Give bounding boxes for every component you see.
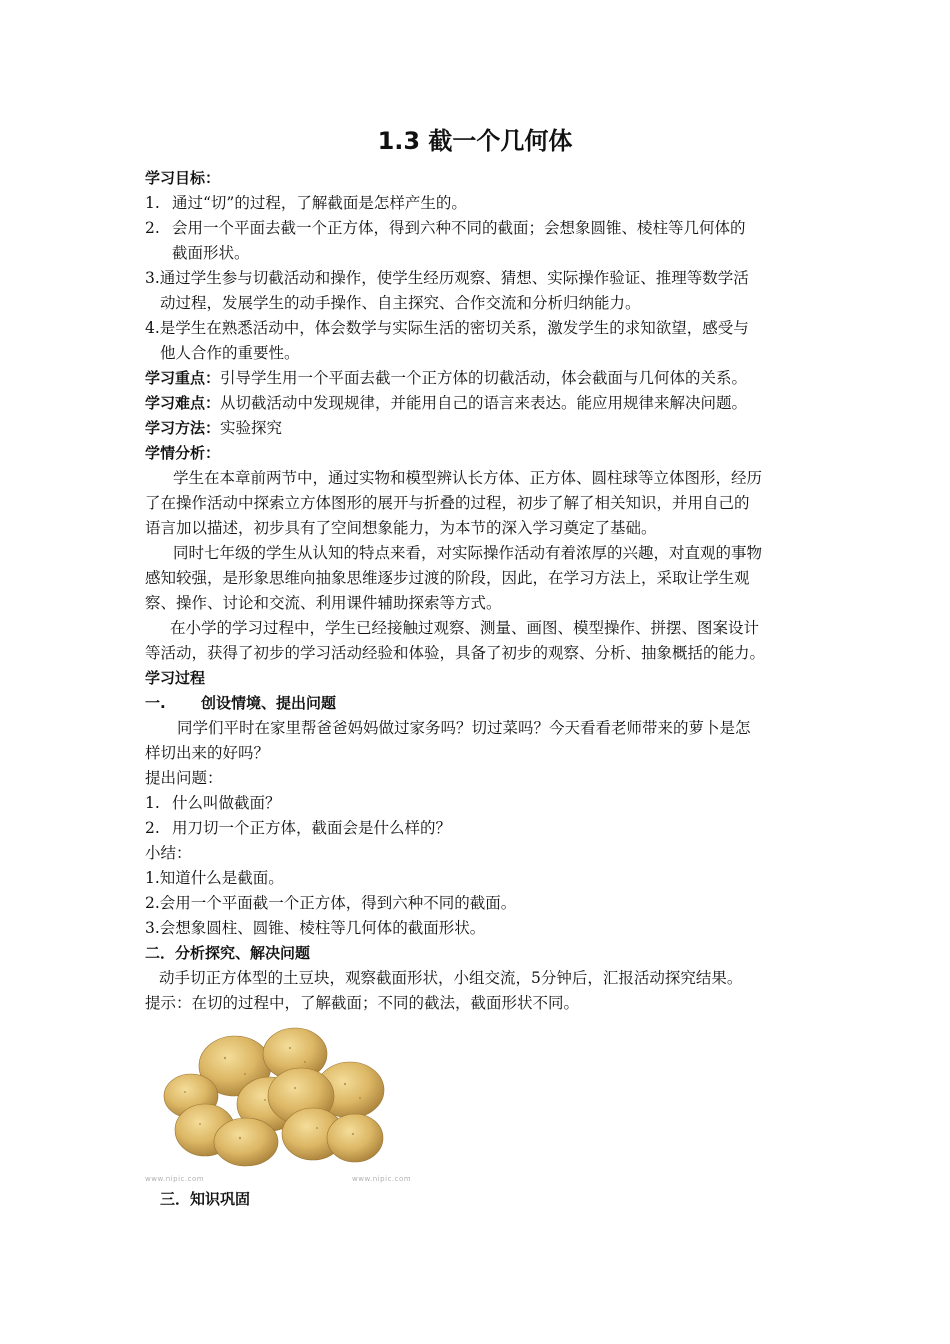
analysis-p1-line2: 了在操作活动中探索立方体图形的展开与折叠的过程，初步了解了相关知识，并用自己的: [145, 494, 750, 512]
objective-3-line2: 动过程，发展学生的动手操作、自主探究、合作交流和分析归纳能力。: [160, 294, 641, 312]
section-2-text: 动手切正方体型的土豆块，观察截面形状，小组交流，5分钟后，汇报活动探究结果。: [159, 969, 743, 987]
analysis-p2-line3: 察、操作、讨论和交流、利用课件辅助探索等方式。: [145, 594, 502, 612]
summary-label: 小结：: [145, 844, 192, 862]
section-3-heading: 三．知识巩固: [160, 1190, 251, 1208]
objective-2-line2: 截面形状。: [172, 244, 250, 262]
objective-4-line2: 他人合作的重要性。: [160, 344, 300, 362]
objective-1-num: 1.: [145, 194, 160, 212]
objectives-heading: 学习目标：: [145, 169, 221, 187]
section-1-num: 一.: [145, 694, 166, 712]
analysis-p3-line2: 等活动，获得了初步的学习活动经验和体验，具备了初步的观察、分析、抽象概括的能力。: [145, 644, 766, 662]
section-1-title: 创设情境、提出问题: [201, 694, 337, 712]
objective-2-line1: 会用一个平面去截一个正方体，得到六种不同的截面；会想象圆锥、棱柱等几何体的: [172, 219, 746, 237]
summary-3: 3.会想象圆柱、圆锥、棱柱等几何体的截面形状。: [145, 919, 486, 937]
analysis-p1-line3: 语言加以描述，初步具有了空间想象能力，为本节的深入学习奠定了基础。: [145, 519, 657, 537]
method: [145, 416, 815, 441]
method-label: 学习方法：: [145, 419, 221, 437]
difficulty: [145, 391, 815, 416]
analysis-p1-line1: 学生在本章前两节中，通过实物和模型辨认长方体、正方体、圆柱球等立体图形，经历: [173, 469, 763, 487]
watermark-right: www.nipic.com: [352, 1175, 412, 1183]
question-2: [145, 816, 815, 841]
analysis-p2-line2: 感知较强，是形象思维向抽象思维逐步过渡的阶段，因此，在学习方法上，采取让学生观: [145, 569, 750, 587]
section-2-hint: 提示：在切的过程中，了解截面；不同的截法，截面形状不同。: [145, 994, 580, 1012]
difficulty-label: 学习难点：: [145, 394, 221, 412]
process-heading: 学习过程: [145, 669, 206, 687]
analysis-p2-line1: 同时七年级的学生从认知的特点来看，对实际操作活动有着浓厚的兴趣，对直观的事物: [173, 544, 763, 562]
section-2-heading: 二．分析探究、解决问题: [145, 944, 311, 962]
section-1-heading: [145, 691, 815, 716]
analysis-p3-line1: 在小学的学习过程中，学生已经接触过观察、测量、画图、模型操作、拼摆、图案设计: [170, 619, 760, 637]
page-title: 1.3 截一个几何体: [377, 127, 573, 155]
question-1-text: 什么叫做截面？: [172, 794, 281, 812]
question-2-num: 2.: [145, 819, 160, 837]
analysis-heading: 学情分析：: [145, 444, 221, 462]
summary-2: 2.会用一个平面截一个正方体，得到六种不同的截面。: [145, 894, 517, 912]
section-1-intro-line1: 同学们平时在家里帮爸爸妈妈做过家务吗？切过菜吗？今天看看老师带来的萝卜是怎: [177, 719, 751, 737]
objective-3-line1: 3.通过学生参与切截活动和操作，使学生经历观察、猜想、实际操作验证、推理等数学活: [145, 269, 749, 287]
objective-1-text: 通过“切”的过程，了解截面是怎样产生的。: [172, 194, 467, 212]
question-2-text: 用刀切一个正方体，截面会是什么样的？: [172, 819, 452, 837]
question-1-num: 1.: [145, 794, 160, 812]
key-point-label: 学习重点：: [145, 369, 221, 387]
key-point: [145, 366, 815, 391]
potatoes-image: [145, 1018, 407, 1188]
objective-4-line1: 4.是学生在熟悉活动中，体会数学与实际生活的密切关系，激发学生的求知欲望，感受与: [145, 319, 749, 337]
difficulty-text: 从切截活动中发现规律，并能用自己的语言来表达。能应用规律来解决问题。: [220, 394, 748, 412]
question-1: [145, 791, 815, 816]
questions-label: 提出问题：: [145, 769, 223, 787]
key-point-text: 引导学生用一个平面去截一个正方体的切截活动，体会截面与几何体的关系。: [220, 369, 748, 387]
objective-1: [145, 191, 815, 216]
objective-2-num: 2.: [145, 219, 160, 237]
objective-2: [145, 216, 815, 241]
watermark-left: www.nipic.com: [145, 1175, 205, 1183]
section-1-intro-line2: 样切出来的好吗？: [145, 744, 270, 762]
summary-1: 1.知道什么是截面。: [145, 869, 284, 887]
method-text: 实验探究: [220, 419, 283, 437]
